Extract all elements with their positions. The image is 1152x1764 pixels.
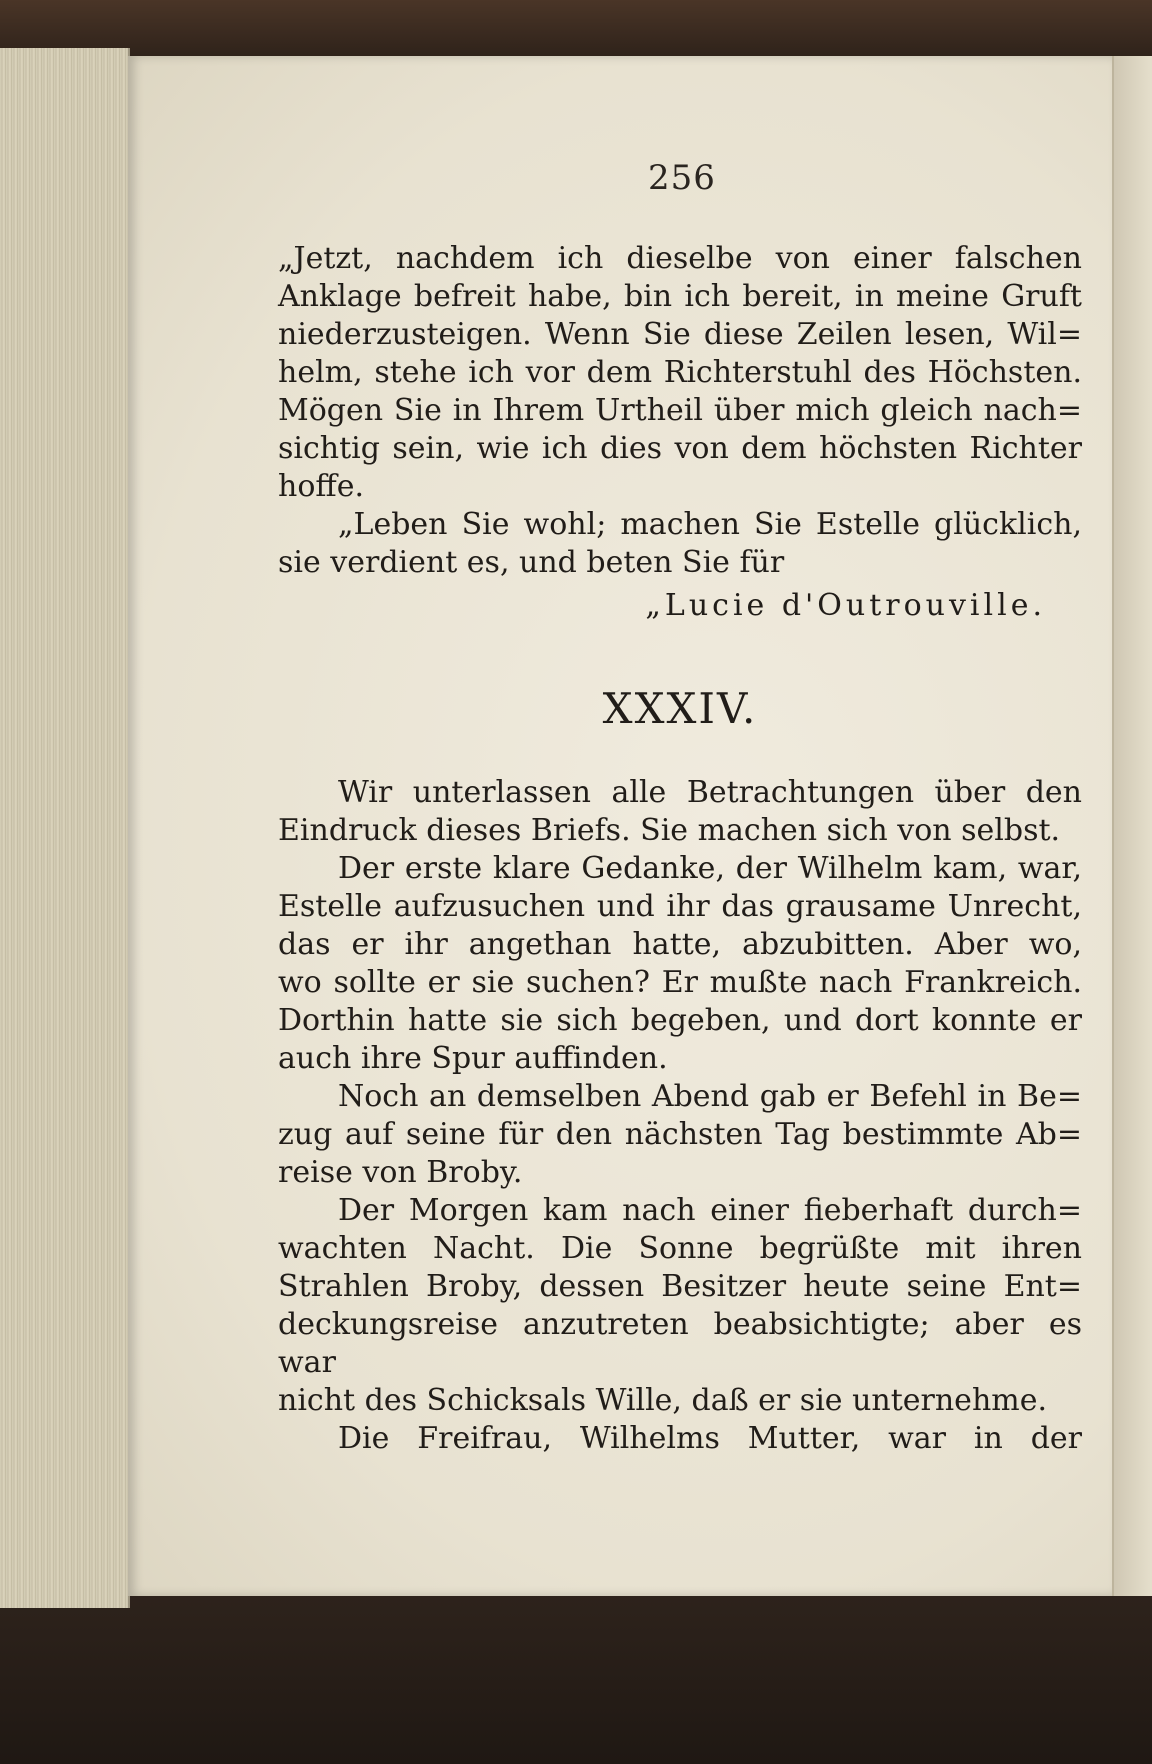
- text-line: Mögen Sie in Ihrem Urtheil über mich gleich nach=: [278, 393, 1082, 428]
- text-line: auch ihre Spur auffinden.: [278, 1041, 668, 1076]
- text-line: „Leben Sie wohl; machen Sie Estelle glücklich,: [338, 507, 1082, 542]
- text-line: Der Morgen kam nach einer fieberhaft durch=: [338, 1193, 1082, 1228]
- text-line: hoffe.: [278, 469, 364, 504]
- text-line: Der erste klare Gedanke, der Wilhelm kam, war,: [338, 851, 1082, 886]
- book-cover-bottom: [0, 1590, 1152, 1764]
- text-line: reise von Broby.: [278, 1155, 523, 1190]
- text-line: „Jetzt, nachdem ich dieselbe von einer falschen: [278, 241, 1082, 276]
- text-line: sichtig sein, wie ich dies von dem höchsten Richter: [278, 431, 1082, 466]
- chapter-heading: XXXIV.: [602, 684, 758, 733]
- text-line: nicht des Schicksals Wille, daß er sie unternehme.: [278, 1383, 1047, 1418]
- chapter-text: [278, 774, 1082, 1458]
- text-line: niederzusteigen. Wenn Sie diese Zeilen lesen, Wil=: [278, 317, 1082, 352]
- letter-signature: „Lucie d'Outrouville.: [645, 588, 1046, 623]
- text-line: das er ihr angethan hatte, abzubitten. Aber wo,: [278, 927, 1082, 962]
- text-line: Eindruck dieses Briefs. Sie machen sich von selbst.: [278, 813, 1061, 848]
- text-line: wo sollte er sie suchen? Er mußte nach Frankreich.: [278, 965, 1082, 1000]
- text-line: zug auf seine für den nächsten Tag bestimmte Ab=: [278, 1117, 1082, 1152]
- text-line: sie verdient es, und beten Sie für: [278, 545, 785, 580]
- page-number: 256: [648, 158, 716, 198]
- page-block-edge: [0, 48, 130, 1608]
- text-line: Strahlen Broby, dessen Besitzer heute seine Ent=: [278, 1269, 1082, 1304]
- book-cover-top: [0, 0, 1152, 58]
- facing-page-edge: [1112, 56, 1152, 1596]
- text-line: deckungsreise anzutreten beabsichtigte; aber es war: [278, 1307, 1082, 1380]
- text-line: Noch an demselben Abend gab er Befehl in Be=: [338, 1079, 1082, 1114]
- text-line: wachten Nacht. Die Sonne begrüßte mit ihren: [278, 1231, 1082, 1266]
- text-line: Estelle aufzusuchen und ihr das grausame Unrecht,: [278, 889, 1082, 924]
- letter-text: [278, 240, 1082, 582]
- text-line: Anklage befreit habe, bin ich bereit, in meine Gruft: [278, 279, 1082, 314]
- text-line: Die Freifrau, Wilhelms Mutter, war in der: [338, 1421, 1082, 1456]
- text-line: Wir unterlassen alle Betrachtungen über den: [338, 775, 1082, 810]
- text-line: helm, stehe ich vor dem Richterstuhl des Höchsten.: [278, 355, 1082, 390]
- text-line: Dorthin hatte sie sich begeben, und dort konnte er: [278, 1003, 1082, 1038]
